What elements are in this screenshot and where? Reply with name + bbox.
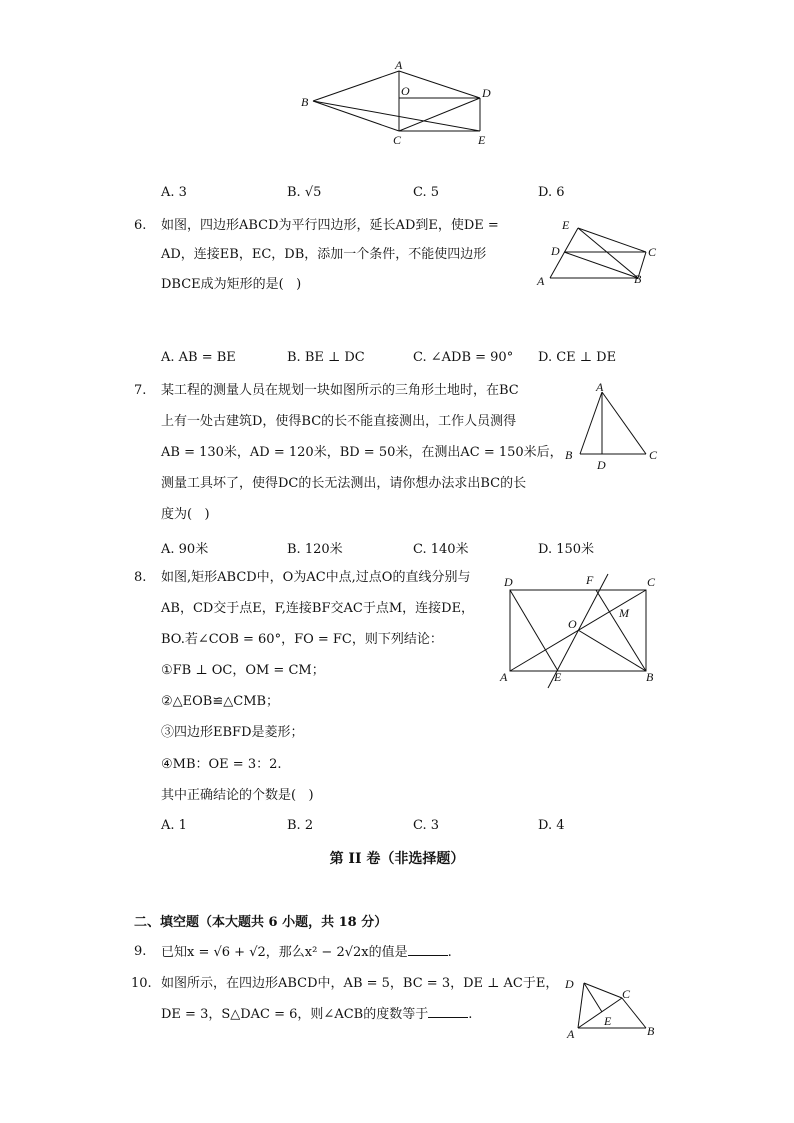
q7-figure <box>560 382 664 472</box>
q5-label-a: A <box>395 58 403 72</box>
q8-line-7: ④MB：OE = 3：2. <box>161 757 282 772</box>
q8-label-m: M <box>619 606 629 620</box>
q6-number: 6. <box>134 218 147 233</box>
q8-label-b: B <box>646 670 654 684</box>
q8-label-a: A <box>500 670 508 684</box>
q6-option-b: B. BE ⊥ DC <box>287 350 365 365</box>
q6-label-d: D <box>551 244 560 258</box>
q7-line-3: AB = 130米，AD = 120米，BD = 50米，在测出AC = 150米后， <box>161 445 563 460</box>
q10-text-2 <box>161 1005 472 1024</box>
q10-answer-blank[interactable] <box>428 1005 468 1018</box>
q6-line-1: 如图，四边形ABCD为平行四边形，延长AD到E，使DE = <box>161 218 499 233</box>
q5-option-d: D. 6 <box>538 185 565 200</box>
q5-label-d: D <box>482 86 491 100</box>
q5-option-a: A. 3 <box>161 185 187 200</box>
q5-label-o: O <box>401 84 410 98</box>
q8-line-5: ②△EOB≌△CMB； <box>161 694 280 709</box>
q10-label-a: A <box>567 1027 575 1041</box>
q8-line-8: 其中正确结论的个数是( ) <box>161 788 314 803</box>
q8-label-f: F <box>586 573 594 587</box>
part2-title: 第 II 卷（非选择题） <box>329 851 465 867</box>
q6-option-a: A. AB = BE <box>161 350 236 365</box>
q8-label-d: D <box>504 575 513 589</box>
q10-label-e: E <box>604 1014 612 1028</box>
q10-label-d: D <box>565 977 574 991</box>
q8-line-3: BO.若∠COB = 60°，FO = FC，则下列结论： <box>161 632 443 647</box>
q6-line-2: AD，连接EB，EC，DB，添加一个条件，不能使四边形 <box>161 247 487 262</box>
q9-text <box>161 943 452 962</box>
q9-answer-blank[interactable] <box>408 943 448 956</box>
q8-label-e: E <box>554 670 562 684</box>
q10-label-b: B <box>647 1024 655 1038</box>
q8-line-6: ③四边形EBFD是菱形； <box>161 725 304 740</box>
q7-label-c: C <box>649 448 658 462</box>
q9-end: . <box>447 945 452 960</box>
q10-label-c: C <box>622 987 631 1001</box>
q8-label-o: O <box>568 617 577 631</box>
q10-figure <box>560 972 670 1042</box>
q6-line-3: DBCE成为矩形的是( ) <box>161 277 302 292</box>
q8-line-1: 如图,矩形ABCD中，O为AC中点,过点O的直线分别与 <box>161 570 471 585</box>
q6-option-d: D. CE ⊥ DE <box>538 350 617 365</box>
q10-stem: DE = 3，S△DAC = 6，则∠ACB的度数等于 <box>161 1007 429 1022</box>
q8-label-c: C <box>647 575 656 589</box>
q8-line-4: ①FB ⊥ OC，OM = CM； <box>161 663 325 678</box>
q7-line-2: 上有一处古建筑D，使得BC的长不能直接测出，工作人员测得 <box>161 414 517 429</box>
q9-number: 9. <box>134 944 147 959</box>
q6-option-c: C. ∠ADB = 90° <box>413 350 514 365</box>
q8-option-c: C. 3 <box>413 818 440 833</box>
q5-option-b: B. √5 <box>287 185 322 200</box>
q7-line-4: 测量工具坏了，使得DC的长无法测出，请你想办法求出BC的长 <box>161 476 527 491</box>
q7-option-a: A. 90米 <box>161 542 209 557</box>
q8-line-2: AB，CD交于点E，F,连接BF交AC于点M，连接DE， <box>161 601 475 616</box>
q7-line-1: 某工程的测量人员在规划一块如图所示的三角形土地时，在BC <box>161 383 519 398</box>
q6-figure <box>534 214 664 290</box>
q8-option-d: D. 4 <box>538 818 565 833</box>
q8-option-a: A. 1 <box>161 818 187 833</box>
q5-label-c: C <box>393 133 402 147</box>
q7-number: 7. <box>134 383 147 398</box>
q6-label-b: B <box>634 272 642 286</box>
q10-end: . <box>468 1007 473 1022</box>
q6-label-a: A <box>537 274 545 288</box>
q7-line-5: 度为( ) <box>161 507 210 522</box>
q5-label-b: B <box>301 95 309 109</box>
q7-label-d: D <box>597 458 606 472</box>
q8-figure <box>496 570 666 692</box>
q5-figure <box>298 58 498 150</box>
q7-label-b: B <box>565 448 573 462</box>
q7-option-d: D. 150米 <box>538 542 595 557</box>
q6-label-c: C <box>648 245 657 259</box>
q7-label-a: A <box>596 382 604 394</box>
q10-number: 10. <box>131 976 152 991</box>
q8-option-b: B. 2 <box>287 818 314 833</box>
q10-line-1: 如图所示，在四边形ABCD中，AB = 5，BC = 3，DE ⊥ AC于E， <box>161 976 559 991</box>
q5-label-e: E <box>478 133 486 147</box>
q7-option-b: B. 120米 <box>287 542 343 557</box>
q5-option-c: C. 5 <box>413 185 440 200</box>
q6-label-e: E <box>562 218 570 232</box>
q7-option-c: C. 140米 <box>413 542 469 557</box>
q8-number: 8. <box>134 570 147 585</box>
q9-stem: 已知x = √6 + √2，那么x² − 2√2x的值是 <box>161 945 408 960</box>
section2-title: 二、填空题（本大题共 6 小题，共 18 分） <box>134 915 388 930</box>
